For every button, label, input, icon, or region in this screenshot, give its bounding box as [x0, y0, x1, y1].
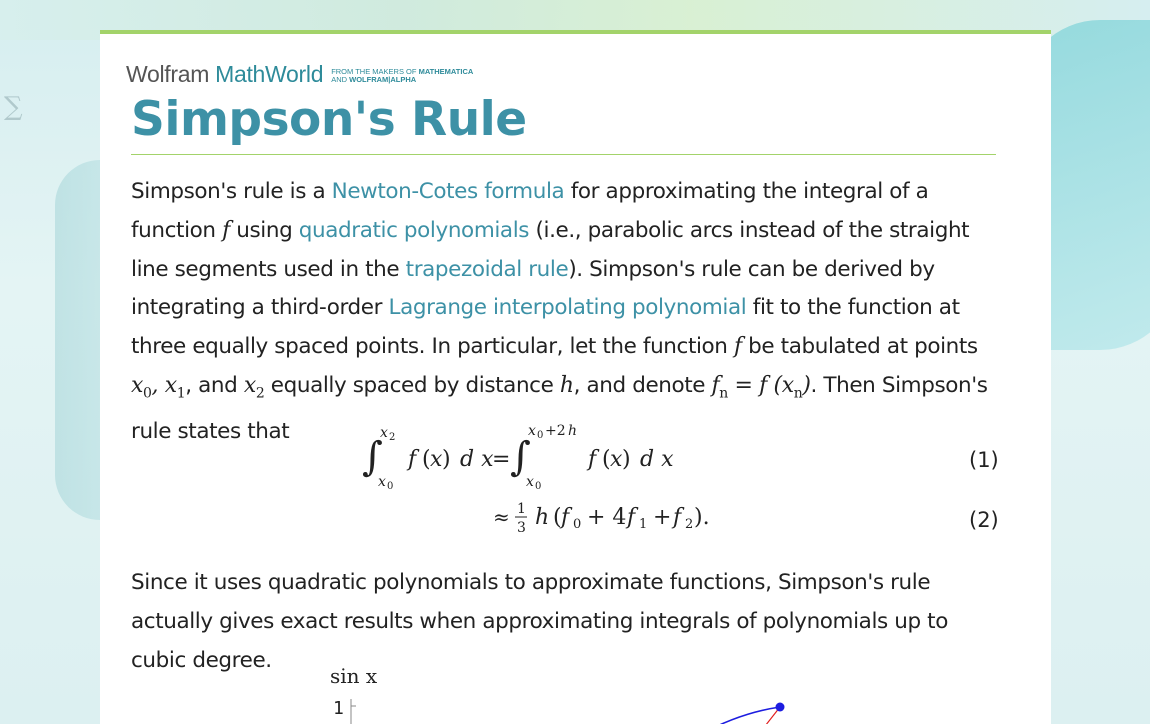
- link-quadratic-polynomials[interactable]: quadratic polynomials: [298, 217, 530, 243]
- svg-text:=: =: [492, 447, 511, 472]
- svg-text:d x: d x: [460, 447, 494, 472]
- math-x2: $x_2$: [243, 372, 265, 402]
- svg-text:1: 1: [517, 501, 526, 517]
- math-f: f: [733, 334, 742, 360]
- integral-sign-icon: ∫: [362, 434, 383, 480]
- equation-2-math: [493, 494, 753, 544]
- svg-text:(: (: [422, 447, 431, 472]
- svg-text:0: 0: [387, 481, 394, 492]
- link-trapezoidal-rule[interactable]: trapezoidal rule: [405, 256, 569, 282]
- equation-2: [100, 496, 1051, 556]
- svg-text:≈: ≈: [493, 505, 510, 529]
- svg-text:2: 2: [389, 432, 396, 443]
- background-sum-glyph: ∑: [4, 92, 23, 122]
- exactness-paragraph: Since it uses quadratic polynomials to approximate functions, Simpson's rule actually gives exact results when approximating integrals of polynomials up to cubic degree.: [131, 570, 948, 673]
- svg-text:+: +: [653, 505, 672, 530]
- mathworld-logo[interactable]: [126, 58, 481, 88]
- math-x0: $x_0$: [131, 372, 152, 402]
- svg-text:(: (: [602, 447, 611, 472]
- svg-text:f: f: [627, 505, 636, 530]
- equation-2-number: (2): [969, 508, 999, 532]
- equation-1: [100, 423, 1051, 492]
- svg-text:d x: d x: [640, 447, 674, 472]
- math-f: f: [222, 217, 230, 243]
- svg-text:h: h: [568, 423, 578, 439]
- article-card: [100, 30, 1051, 724]
- svg-text:x: x: [610, 447, 623, 472]
- plot-y-axis-label: sin x: [330, 664, 378, 688]
- svg-text:f: f: [408, 447, 417, 472]
- svg-text:x: x: [526, 474, 534, 490]
- link-newton-cotes-formula[interactable]: Newton-Cotes formula: [331, 179, 565, 204]
- svg-text:0: 0: [535, 481, 542, 492]
- svg-text:): ): [622, 447, 631, 472]
- svg-text:(: (: [553, 505, 562, 530]
- svg-text:0: 0: [537, 430, 544, 441]
- math-fn-definition: $f_n = f$ $(x_n)$: [711, 372, 811, 402]
- svg-text:3: 3: [517, 520, 526, 536]
- logo-tagline: FROM THE MAKERS OF MATHEMATICA AND WOLFRAM|ALPHA: [331, 67, 474, 84]
- equation-1-math: [362, 422, 782, 494]
- link-lagrange-interpolating-polynomial[interactable]: Lagrange interpolating polynomial: [388, 295, 747, 321]
- svg-text:x: x: [378, 474, 386, 490]
- svg-text:).: ).: [694, 505, 710, 530]
- svg-text:+ 4: + 4: [587, 505, 627, 530]
- svg-text:2: 2: [685, 517, 694, 532]
- svg-text:f: f: [588, 447, 597, 472]
- svg-text:x: x: [430, 447, 443, 472]
- svg-text:h: h: [535, 505, 550, 530]
- page-title: Simpson's Rule: [131, 92, 527, 147]
- math-h: h: [559, 372, 574, 398]
- intro-paragraph: Simpson's rule is a Newton-Cotes formula for approximating the integral of a function f using quadratic polynomials (i.e., parabolic arcs instead of the straight line segments used in the trapezoidal rule). Simpson's rule can be derived by integrating a third-order Lagrange interpolating polynomial fit to the function at three equally spaced points. In particular, let the function f be tabulated at points $x_0$, $x_1$, and $x_2$ equally spaced by distance h, and denote $f_n = f$ $(x_n)$. Then Simpson's rule states that: [131, 179, 988, 445]
- sine-plot-figure: [100, 654, 1051, 724]
- svg-text:f: f: [673, 505, 682, 530]
- svg-text:x: x: [528, 423, 536, 439]
- svg-text:x: x: [380, 425, 388, 441]
- svg-text:0: 0: [573, 517, 582, 532]
- plot-sample-point: [776, 703, 785, 712]
- equation-1-number: (1): [969, 448, 999, 472]
- svg-text:+2: +2: [545, 423, 566, 439]
- plot-y-tick-label: 1: [333, 698, 344, 719]
- logo-wolfram-text: Wolfram: [126, 61, 210, 87]
- svg-text:1: 1: [639, 517, 648, 532]
- logo-mathworld-text: MathWorld: [215, 61, 324, 87]
- svg-text:∫: ∫: [510, 434, 531, 480]
- math-x1: $x_1$: [164, 372, 186, 402]
- title-divider: [131, 154, 996, 155]
- svg-text:): ): [442, 447, 451, 472]
- svg-text:f: f: [561, 505, 570, 530]
- plot-sine-curve: [665, 707, 780, 724]
